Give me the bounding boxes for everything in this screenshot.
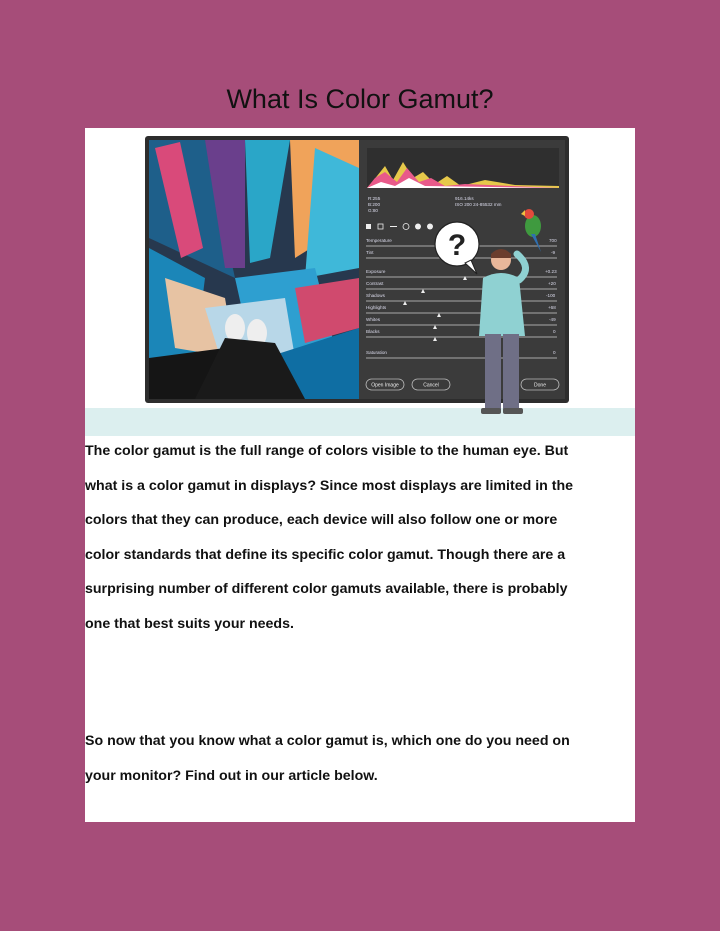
paragraph-line: colors that they can produce, each device will also follow one or more (85, 512, 558, 528)
paragraph-line: your monitor? Find out in our article below. (85, 767, 378, 784)
histogram-graphic (367, 148, 559, 188)
content-card (85, 128, 635, 822)
paragraph-line: one that best suits your needs. (85, 615, 294, 632)
readout-left-2: B:200 (368, 202, 381, 207)
svg-text:+0.23: +0.23 (545, 269, 557, 274)
paragraph-line: surprising number of different color gamuts available, there is probably (85, 581, 568, 597)
svg-text:Cancel: Cancel (423, 382, 439, 389)
readout-right-2: ISO 200 24-85532 mm (455, 202, 502, 207)
svg-text:Saturation: Saturation (366, 350, 387, 355)
closing-paragraph (85, 724, 635, 793)
paragraph-line: color standards that define its specific color gamut. Though there are a (85, 546, 566, 563)
page-title: What Is Color Gamut? (226, 84, 494, 114)
paragraph-line: The color gamut is the full range of colors visible to the human eye. But (85, 443, 569, 459)
svg-text:700: 700 (549, 238, 557, 243)
svg-text:Done: Done (534, 382, 546, 389)
svg-text:Tint: Tint (366, 250, 374, 255)
readout-right-1: 916.14ks (455, 196, 474, 201)
intro-paragraph (85, 434, 635, 641)
circle-filled-icon (415, 224, 421, 230)
circle-filled-icon (427, 224, 433, 230)
svg-text:Open Image: Open Image (371, 382, 399, 389)
svg-text:Temperature: Temperature (366, 238, 392, 243)
svg-text:-49: -49 (549, 317, 556, 322)
svg-text:Exposure: Exposure (366, 269, 386, 274)
color-gamut-illustration (85, 128, 635, 438)
svg-text:0: 0 (553, 350, 556, 355)
svg-text:Highlights: Highlights (366, 305, 387, 310)
question-mark-icon: ? (447, 229, 467, 262)
svg-text:+68: +68 (548, 305, 556, 310)
svg-text:Whites: Whites (366, 317, 381, 322)
square-filled-icon (366, 224, 371, 229)
svg-text:Contrast: Contrast (366, 281, 384, 286)
svg-text:+20: +20 (548, 281, 556, 286)
readout-left-3: G:80 (368, 208, 378, 213)
paragraph-line: what is a color gamut in displays? Since most displays are limited in the (85, 477, 574, 494)
city-photo-image (149, 140, 359, 399)
svg-text:0: 0 (553, 329, 556, 334)
readout-left-1: R:255 (368, 196, 381, 201)
paragraph-line: So now that you know what a color gamut is, which one do you need on (85, 733, 570, 749)
svg-text:-9: -9 (551, 250, 556, 255)
svg-text:Blacks: Blacks (366, 329, 380, 334)
svg-text:Shadows: Shadows (366, 293, 385, 298)
svg-text:-100: -100 (546, 293, 556, 298)
